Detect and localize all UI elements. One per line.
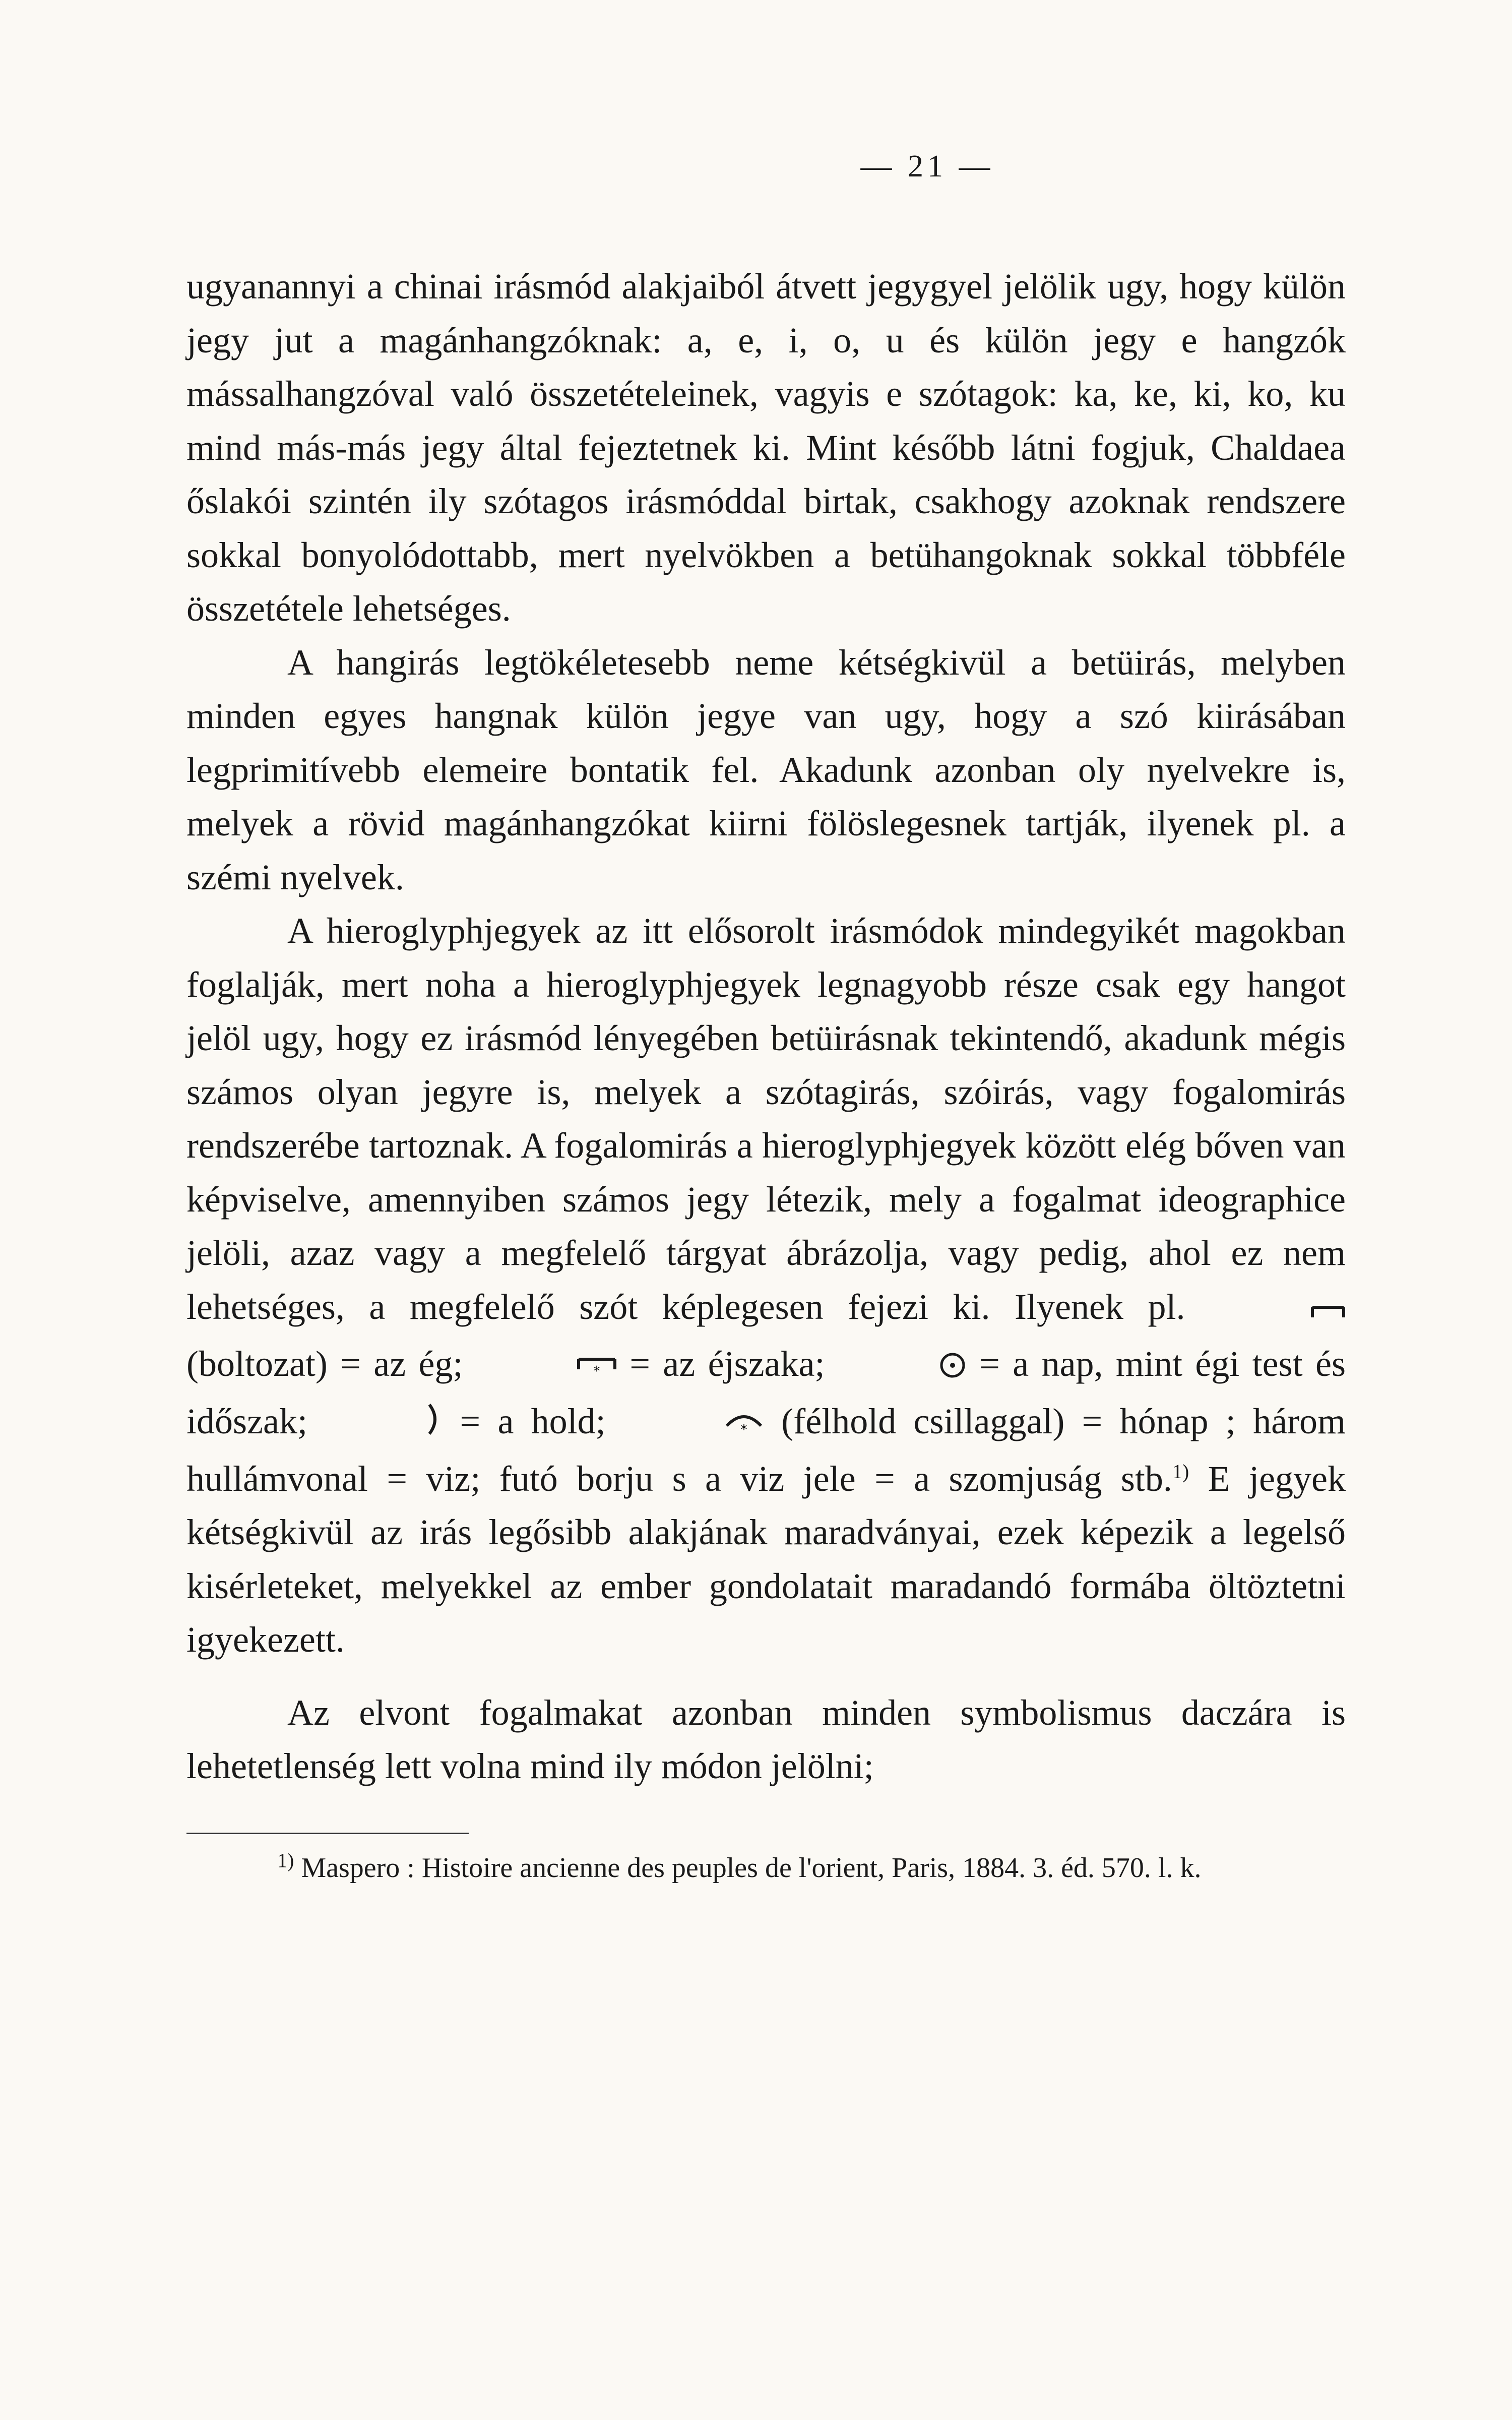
sky-gloss: (boltozat) = az ég; bbox=[186, 1344, 463, 1384]
moon-hieroglyph-icon bbox=[325, 1398, 443, 1452]
paragraph-4: Az elvont fogalmakat azonban minden symbolismus daczára is lehetetlenség lett volna mind ily módon jelölni; bbox=[186, 1692, 1346, 1787]
footnote-mark: 1) bbox=[277, 1849, 294, 1871]
paragraph-3 bbox=[186, 904, 1346, 1667]
night-gloss: = az éjszaka; bbox=[629, 1344, 825, 1384]
page-number: — 21 — bbox=[860, 149, 994, 184]
sun-gloss: = a nap, mint égi test és időszak; bbox=[186, 1344, 1346, 1441]
sun-hieroglyph-icon bbox=[838, 1341, 967, 1395]
book-page bbox=[186, 146, 1346, 1888]
paragraph-2: A hangirás legtökéletesebb neme kétségkivül a betüirás, melyben minden egyes hangnak külön jegye van ugy, hogy a szó kiirásában legprimitívebb elemeire bontatik fel. Akadunk azonban oly nyelvekre is, melyek a rövid magánhangzókat kiirni fölöslegesnek tartják, ilyenek pl. a szémi nyelvek. bbox=[186, 642, 1346, 897]
moon-gloss: = a hold; bbox=[460, 1401, 606, 1441]
svg-text:*: * bbox=[740, 1422, 747, 1437]
night-hieroglyph-icon bbox=[476, 1341, 617, 1395]
paragraph-3-tail: E jegyek kétségkivül az irás legősibb alakjának maradványai, ezek képezik a legelső kisérleteket, melyekkel az ember gondolatait maradandó formába öltöztetni igyekezett. bbox=[186, 1458, 1346, 1660]
footnote-reference: 1) bbox=[1172, 1460, 1189, 1483]
sky-hieroglyph-icon bbox=[1210, 1284, 1346, 1338]
footnote-divider bbox=[186, 1833, 469, 1834]
crescent-gloss: (félhold csillaggal) = hónap ; három hullámvonal = viz; futó borju s a viz jele = a szomjuság stb. bbox=[186, 1401, 1346, 1499]
paragraph-1: ugyanannyi a chinai irásmód alakjaiból átvett jegygyel jelölik ugy, hogy külön jegy jut a magánhangzóknak: a, e, i, o, u és külön jegy e hangzók mássalhangzóval való összetételeinek, vagyis e szótagok: ka, ke, ki, ko, ku mind más-más jegy által fejeztetnek ki. Mint később látni fogjuk, Chaldaea őslakói szintén ily szótagos irásmóddal birtak, csakhogy azoknak rendszere sokkal bonyolódottabb, mert nyelvökben a betühangoknak sokkal többféle összetétele lehetséges. bbox=[186, 266, 1346, 629]
paragraph-3-text: A hieroglyphjegyek az itt elősorolt irásmódok mindegyikét magokban foglalják, mert noha a hieroglyphjegyek legnagyobb része csak egy hangot jelöl ugy, hogy ez irásmód lényegében betüirásnak tekintendő, akadunk mégis számos olyan jegyre is, melyek a szótagirás, szóirás, vagy fogalomirás rendszerébe tartoznak. A fogalomirás a hieroglyphjegyek között elég bőven van képviselve, amennyiben számos jegy létezik, mely a fogalmat ideographice jelöli, azaz vagy a megfelelő tárgyat ábrázolja, vagy pedig, ahol ez nem lehetséges, a megfelelő szót képlegesen fejezi ki. Ilyenek pl. bbox=[186, 911, 1346, 1327]
footnote-text: Maspero : Histoire ancienne des peuples de l'orient, Paris, 1884. 3. éd. 570. l. k. bbox=[301, 1852, 1202, 1884]
crescent-star-hieroglyph-icon bbox=[623, 1398, 764, 1452]
svg-text:*: * bbox=[593, 1364, 600, 1379]
footnote bbox=[186, 1848, 1346, 1888]
